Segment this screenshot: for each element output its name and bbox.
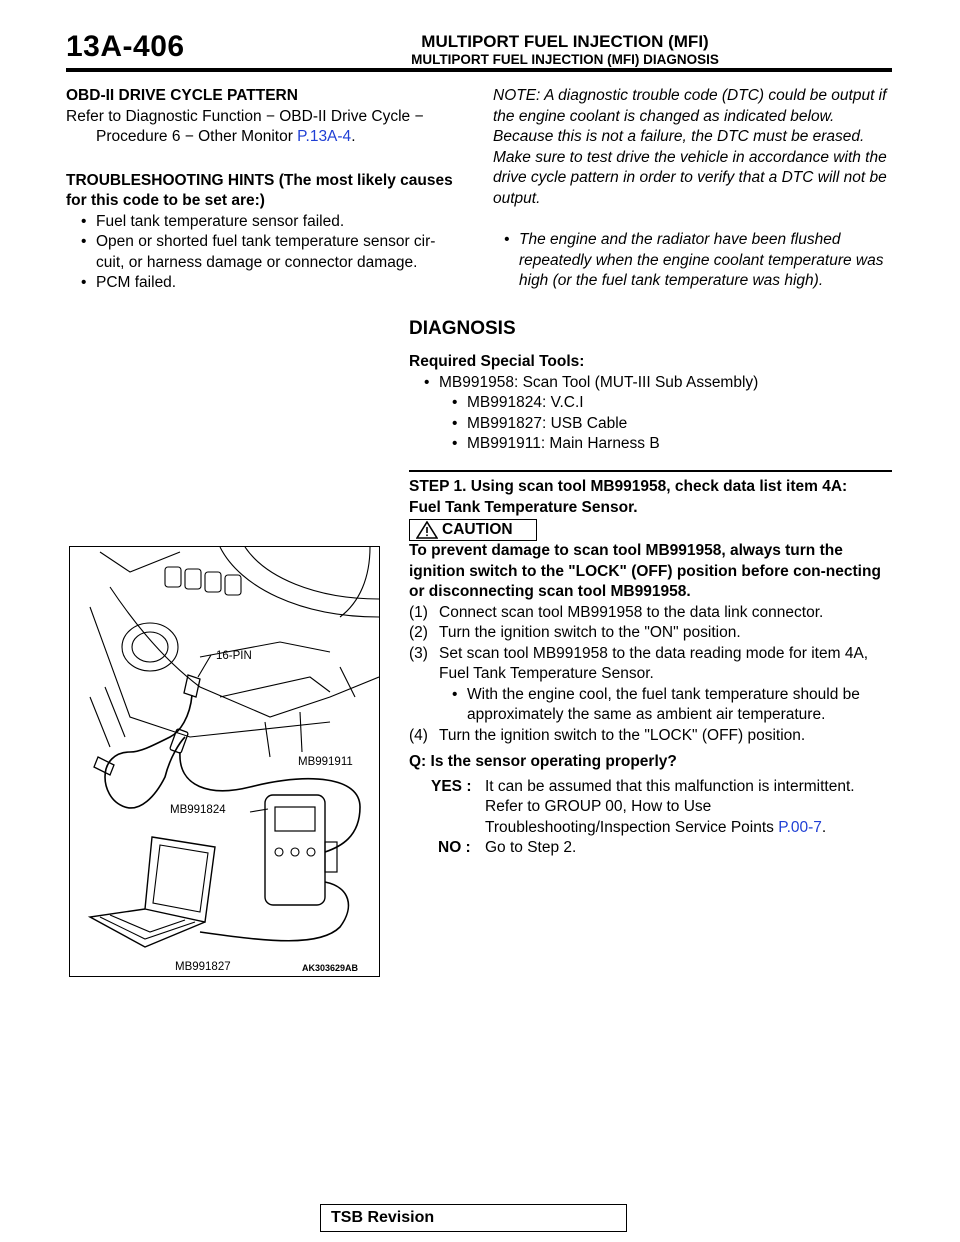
label-mb991911: MB991911: [298, 756, 353, 768]
yes-answer: YES : It can be assumed that this malfunction is intermittent. Refer to GROUP 00, How to Use Troubleshooting/Inspection Service Points P.00-7.: [431, 777, 855, 836]
scan-tool-connection-figure: [69, 546, 380, 977]
tool-item: • MB991958: Scan Tool (MUT-III Sub Assembly): [421, 373, 889, 394]
note-text-2: Make sure to test drive the vehicle in accordance with the drive cycle pattern in order to verify that a DTC will not be output.: [493, 148, 887, 207]
label-mb991824: MB991824: [170, 804, 226, 816]
header-rule: [66, 68, 892, 72]
drive-cycle-link[interactable]: P.13A-4: [297, 128, 352, 145]
note-text: NOTE: A diagnostic trouble code (DTC) could be output if the engine coolant is changed as indicated below. Because this is not a failure, the DTC must be erased.: [493, 87, 887, 145]
no-answer: NO : Go to Step 2.: [438, 839, 577, 856]
hint-item: • Fuel tank temperature sensor failed.: [78, 212, 458, 233]
left-column: [66, 86, 458, 294]
question-text: Q: Is the sensor operating properly?: [409, 753, 677, 770]
label-mb991827: MB991827: [175, 961, 231, 973]
caution-text: To prevent damage to scan tool MB991958, always turn the ignition switch to the "LOCK" (OFF) position before con-necting or disconnecting scan tool MB991958.: [409, 542, 881, 600]
drive-cycle-heading: OBD-II DRIVE CYCLE PATTERN: [66, 87, 298, 104]
caution-label: CAUTION: [442, 521, 513, 538]
diagnosis-heading: DIAGNOSIS: [409, 318, 516, 339]
dashboard-illustration: [70, 547, 379, 976]
hints-heading: TROUBLESHOOTING HINTS (The most likely causes for this code to be set are:): [66, 171, 453, 209]
label-16-pin: 16-PIN: [216, 650, 252, 662]
procedure-step: (3) Set scan tool MB991958 to the data reading mode for item 4A, Fuel Tank Temperature Sensor.: [409, 644, 869, 682]
step1-body: [409, 541, 893, 859]
tsb-revision-box: TSB Revision: [320, 1204, 627, 1232]
page-title: MULTIPORT FUEL INJECTION (MFI): [421, 32, 709, 51]
warning-icon: [416, 521, 438, 539]
hint-item: • Open or shorted fuel tank temperature sensor cir-cuit, or harness damage or connector damage.: [78, 232, 458, 273]
step1-heading: STEP 1. Using scan tool MB991958, check data list item 4A: Fuel Tank Temperature Sensor.: [409, 478, 848, 516]
figure-code: AK303629AB: [302, 963, 359, 973]
drive-cycle-text: Refer to Diagnostic Function − OBD-II Drive Cycle − Procedure 6 − Other Monitor P.13A-4.: [66, 107, 424, 145]
tool-sub-item: • MB991824: V.C.I: [449, 393, 889, 414]
tool-sub-item: • MB991827: USB Cable: [449, 414, 889, 435]
note-bullet: • The engine and the radiator have been flushed repeatedly when the engine coolant temperature was high (or the fuel tank temperature was high).: [501, 230, 893, 292]
yes-link[interactable]: P.00-7: [778, 818, 822, 836]
tools-block: [409, 352, 889, 455]
procedure-step: (1) Connect scan tool MB991958 to the data link connector.: [409, 603, 824, 621]
page-subtitle: MULTIPORT FUEL INJECTION (MFI) DIAGNOSIS: [411, 52, 719, 67]
tool-sub-item: • MB991911: Main Harness B: [449, 434, 889, 455]
procedure-step: (4) Turn the ignition switch to the "LOCK" (OFF) position.: [409, 726, 806, 744]
note-block: [493, 86, 893, 292]
caution-box: [409, 519, 537, 541]
step-rule: [409, 470, 892, 472]
procedure-step: (2) Turn the ignition switch to the "ON" position.: [409, 624, 741, 641]
page-code: 13A-406: [66, 30, 185, 63]
hint-item: • PCM failed.: [78, 273, 458, 294]
procedure-sub-bullet: • With the engine cool, the fuel tank temperature should be approximately the same as ambient air temperature.: [449, 685, 893, 726]
tools-heading: Required Special Tools:: [409, 353, 585, 370]
